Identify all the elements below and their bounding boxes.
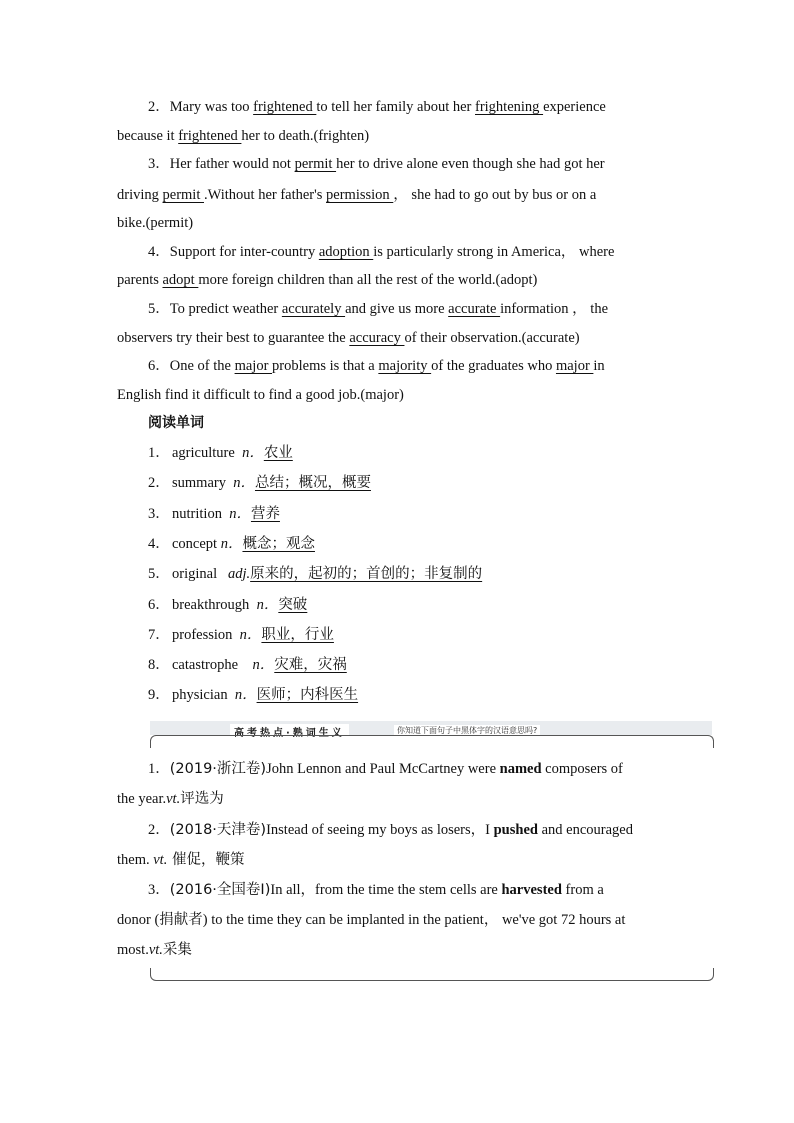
answer-blank: accurate [448,301,501,317]
item-2-line-2: because it frightened her to death.(frighten) [117,128,370,144]
example-1-line-2: the year.vt.评选为 [117,791,224,807]
item-3-line-2: driving permit .Without her father's permission ， she had to go out by bus or on a [117,187,597,203]
item-2-line-1: 2．Mary was too frightened to tell her family about her frightening experience [148,99,606,115]
example-3-line-1: 3．(2016·全国卷Ⅰ)In all，from the time the stem cells are harvested from a [148,882,604,898]
vocab-item: 5． original adj.原来的，起初的；首创的；非复制的 [148,566,483,582]
vocab-item: 2． summary n．总结；概况，概要 [148,475,371,491]
box-bracket-top [150,735,714,748]
item-4-line-2: parents adopt more foreign children than all the rest of the world.(adopt) [117,272,538,288]
answer-blank: permit [162,187,204,203]
section-heading-reading-words: 阅读单词 [148,415,204,431]
example-3-line-2: donor (捐献者) to the time they can be implanted in the patient， we've got 72 hours at [117,912,626,928]
vocab-item: 3． nutrition n．营养 [148,506,280,522]
answer-blank: major [234,358,273,374]
item-6-line-1: 6．One of the major problems is that a majority of the graduates who major in [148,358,605,374]
example-2-line-2: them. vt. 催促，鞭策 [117,852,245,868]
example-1-line-1: 1．(2019·浙江卷)John Lennon and Paul McCartney were named composers of [148,761,623,777]
answer-blank: adoption [318,244,374,260]
box-bracket-bottom [150,968,714,981]
example-3-line-3: most.vt.采集 [117,942,192,958]
answer-blank: major [555,358,594,374]
answer-blank: majority [378,358,432,374]
item-6-line-2: English find it difficult to find a good job.(major) [117,387,404,403]
answer-blank: adopt [162,272,199,288]
answer-blank: frightened [253,99,317,115]
vocab-item: 7． profession n．职业，行业 [148,627,334,643]
example-2-line-1: 2．(2018·天津卷)Instead of seeing my boys as losers，I pushed and encouraged [148,822,633,838]
vocab-item: 6． breakthrough n．突破 [148,597,308,613]
answer-blank: permit [294,156,337,172]
answer-blank: permission [326,187,394,203]
vocab-item: 9． physician n．医师；内科医生 [148,687,359,703]
answer-blank: accuracy [349,330,405,346]
banner-subtitle: 你知道下面句子中黑体字的汉语意思吗? [394,725,540,736]
vocab-item: 8． catastrophe n．灾难，灾祸 [148,657,347,673]
item-3-line-1: 3．Her father would not permit her to drive alone even though she had got her [148,156,605,172]
item-4-line-1: 4．Support for inter-country adoption is particularly strong in America， where [148,244,615,260]
answer-blank: accurately [281,301,346,317]
answer-blank: frightened [178,128,242,144]
answer-blank: frightening [475,99,544,115]
vocab-item: 4． concept n．概念；观念 [148,536,315,552]
item-5-line-1: 5．To predict weather accurately and give us more accurate information ， the [148,301,609,317]
item-3-line-3: bike.(permit) [117,215,194,231]
vocab-item: 1． agriculture n．农业 [148,445,293,461]
banner-title: 高考热点·熟词生义 [230,724,349,739]
item-5-line-2: observers try their best to guarantee the accuracy of their observation.(accurate) [117,330,580,346]
